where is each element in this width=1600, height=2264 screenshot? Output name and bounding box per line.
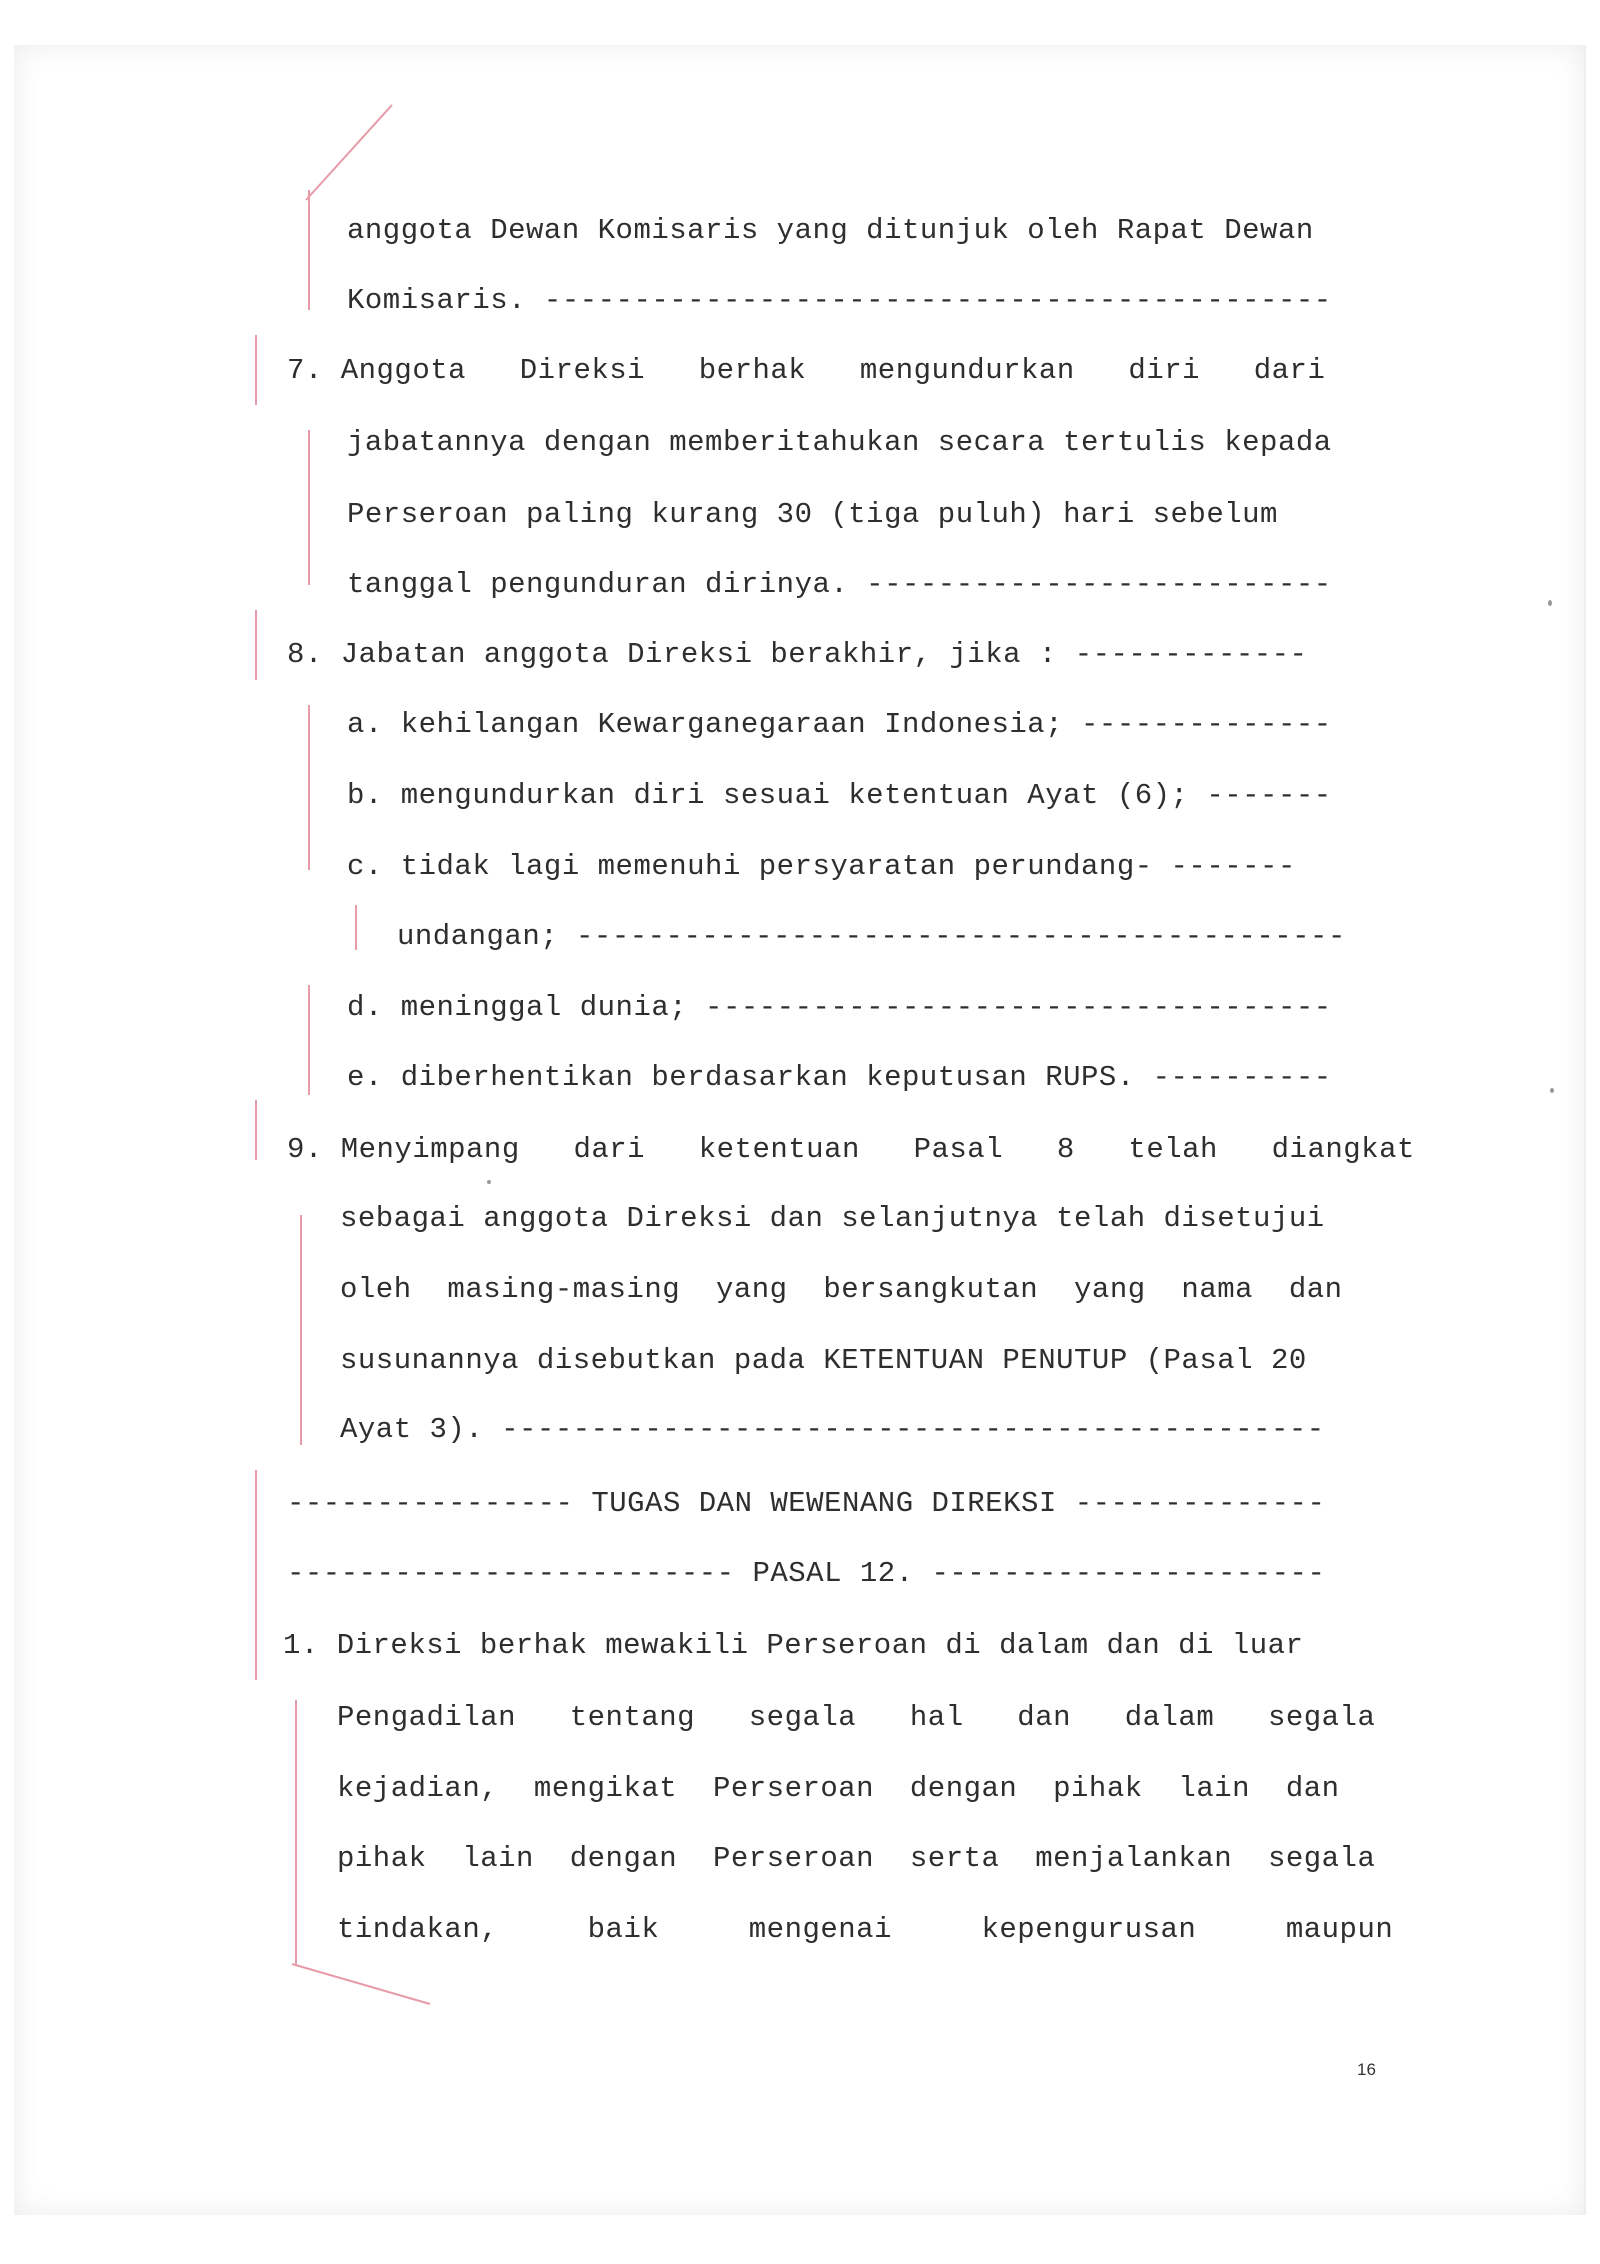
text-line: sebagai anggota Direksi dan selanjutnya telah disetujui bbox=[340, 1202, 1325, 1235]
margin-line bbox=[255, 1470, 257, 1680]
page-number: 16 bbox=[1357, 2060, 1376, 2079]
text-line: pihak lain dengan Perseroan serta menjalankan segala bbox=[337, 1842, 1376, 1875]
margin-line bbox=[255, 1100, 257, 1160]
margin-line bbox=[295, 1700, 297, 1965]
text-line: anggota Dewan Komisaris yang ditunjuk oleh Rapat Dewan bbox=[347, 214, 1314, 247]
text-line: oleh masing-masing yang bersangkutan yang nama dan bbox=[340, 1273, 1343, 1306]
text-line: a. kehilangan Kewarganegaraan Indonesia; -------------- bbox=[347, 708, 1332, 741]
scan-speck bbox=[1550, 1088, 1554, 1093]
scan-speck bbox=[487, 1180, 491, 1184]
text-line: Pengadilan tentang segala hal dan dalam segala bbox=[337, 1701, 1376, 1734]
article-heading: ------------------------- PASAL 12. ---------------------- bbox=[287, 1557, 1326, 1590]
text-line: Komisaris. -------------------------------------------- bbox=[347, 284, 1332, 317]
text-line: 7. Anggota Direksi berhak mengundurkan diri dari bbox=[287, 354, 1326, 387]
text-line: e. diberhentikan berdasarkan keputusan RUPS. ---------- bbox=[347, 1061, 1332, 1094]
text-line: tindakan, baik mengenai kepengurusan maupun bbox=[337, 1913, 1394, 1946]
margin-annotation-bottom bbox=[290, 1960, 440, 2010]
scan-speck bbox=[1548, 600, 1552, 606]
margin-line bbox=[255, 610, 257, 680]
text-line: jabatannya dengan memberitahukan secara tertulis kepada bbox=[347, 426, 1332, 459]
margin-line bbox=[300, 1215, 302, 1445]
text-line: 8. Jabatan anggota Direksi berakhir, jika : ------------- bbox=[287, 638, 1308, 671]
text-line: tanggal pengunduran dirinya. -------------------------- bbox=[347, 568, 1332, 601]
text-line: susunannya disebutkan pada KETENTUAN PENUTUP (Pasal 20 bbox=[340, 1344, 1307, 1377]
section-heading: ---------------- TUGAS DAN WEWENANG DIREKSI -------------- bbox=[287, 1487, 1326, 1520]
margin-line bbox=[308, 430, 310, 585]
margin-line bbox=[308, 985, 310, 1095]
margin-line bbox=[308, 705, 310, 870]
margin-line bbox=[355, 905, 357, 950]
text-line: 1. Direksi berhak mewakili Perseroan di dalam dan di luar bbox=[283, 1629, 1304, 1662]
margin-line bbox=[308, 190, 310, 310]
text-line: Ayat 3). ---------------------------------------------- bbox=[340, 1413, 1325, 1446]
margin-annotation-top bbox=[300, 100, 400, 210]
text-line: undangan; ------------------------------------------- bbox=[397, 920, 1346, 953]
text-line: d. meninggal dunia; ----------------------------------- bbox=[347, 991, 1332, 1024]
text-line: kejadian, mengikat Perseroan dengan pihak lain dan bbox=[337, 1772, 1340, 1805]
text-line: Perseroan paling kurang 30 (tiga puluh) hari sebelum bbox=[347, 498, 1278, 531]
text-line: 9. Menyimpang dari ketentuan Pasal 8 telah diangkat bbox=[287, 1133, 1415, 1166]
margin-line bbox=[255, 335, 257, 405]
text-line: b. mengundurkan diri sesuai ketentuan Ayat (6); ------- bbox=[347, 779, 1332, 812]
text-line: c. tidak lagi memenuhi persyaratan perundang- ------- bbox=[347, 850, 1296, 883]
